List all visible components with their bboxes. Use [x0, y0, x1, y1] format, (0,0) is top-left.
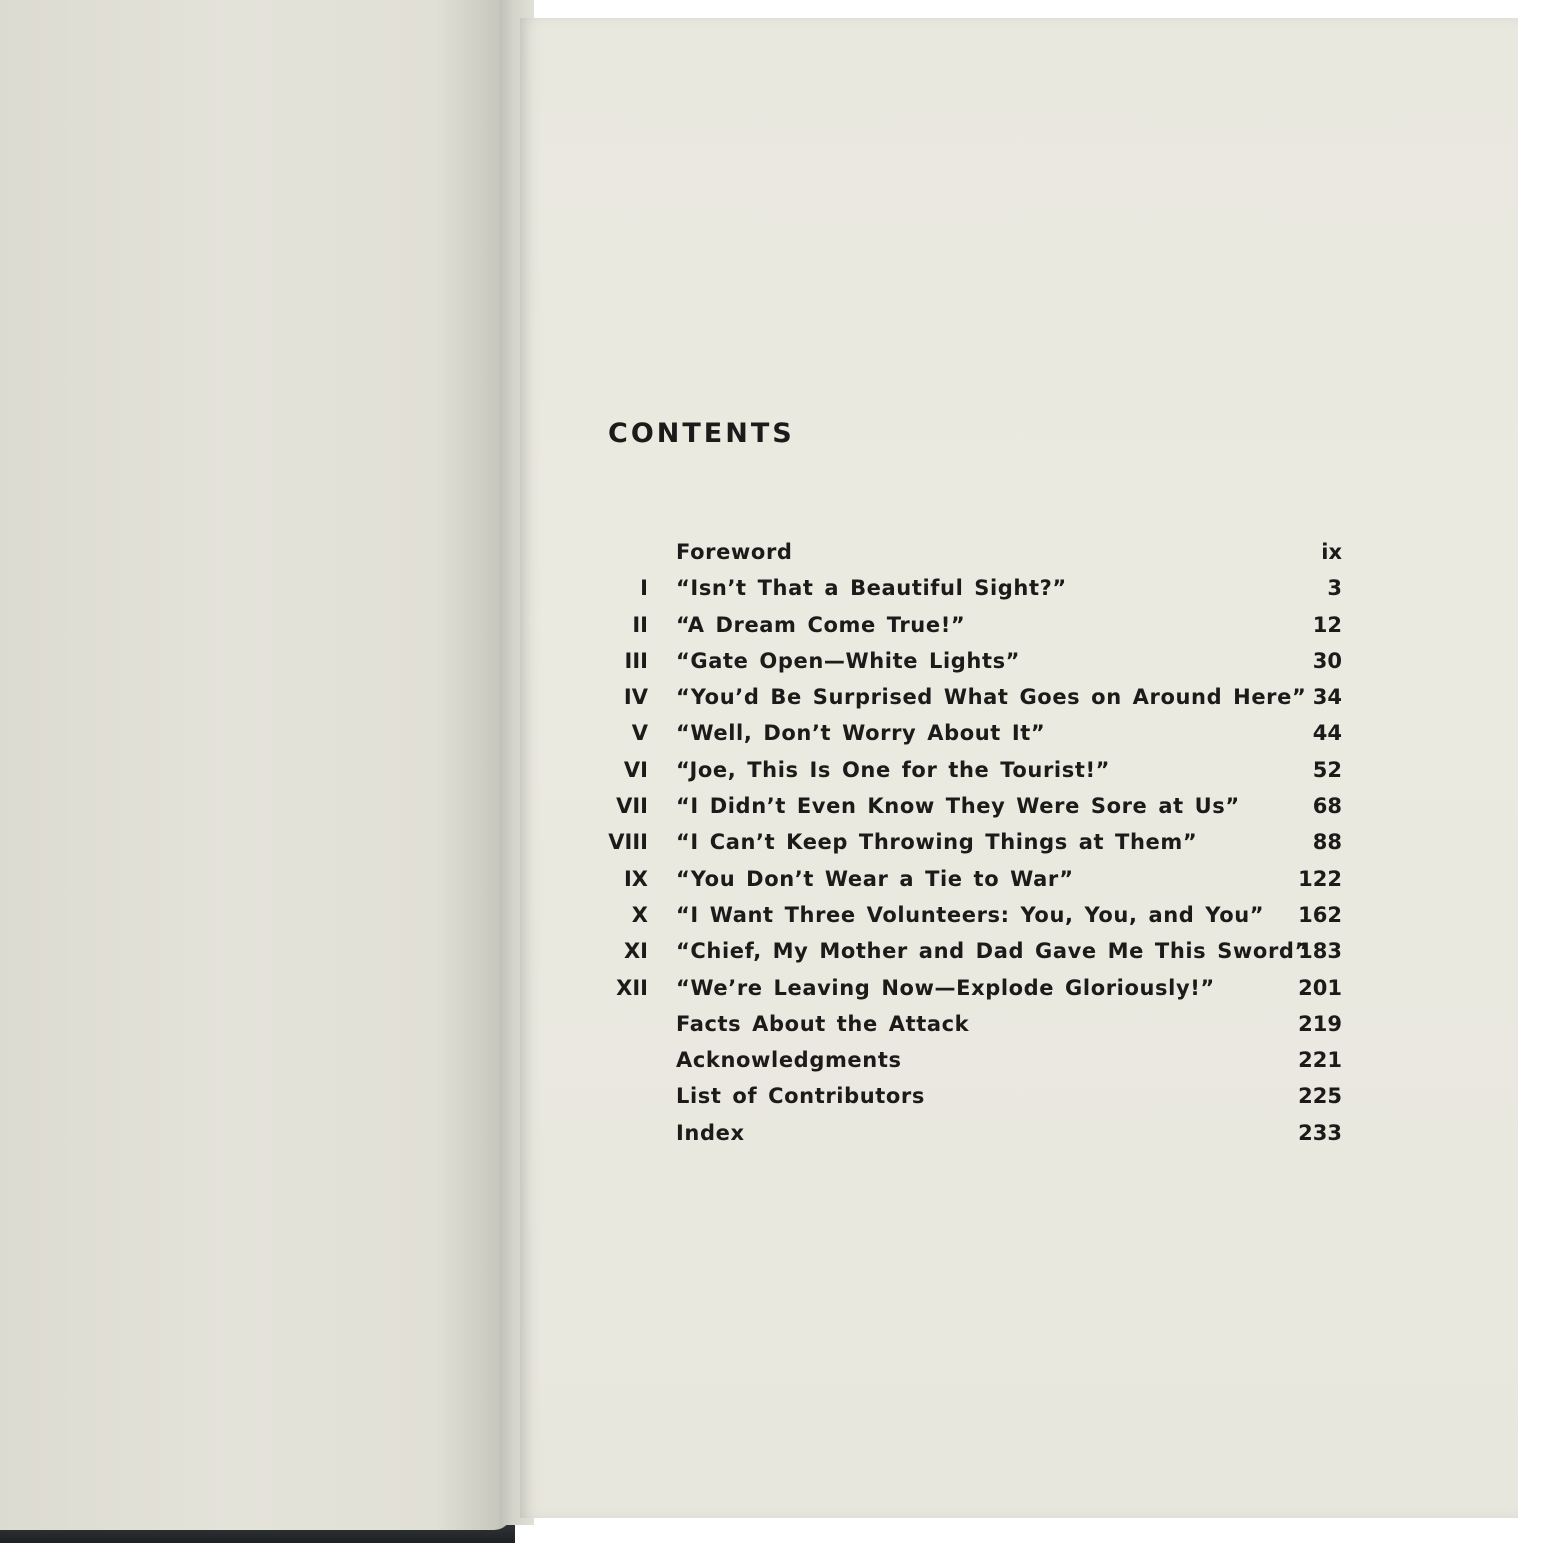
page-number: 201	[1298, 975, 1342, 1000]
chapter-title: “Isn’t That a Beautiful Sight?”	[676, 576, 1067, 601]
chapter-title: “I Didn’t Even Know They Were Sore at Us”	[676, 794, 1240, 819]
left-blank-page	[0, 0, 512, 1530]
table-of-contents	[590, 534, 1350, 1151]
chapter-title: “Gate Open—White Lights”	[676, 648, 1021, 673]
chapter-title: “Well, Don’t Worry About It”	[676, 721, 1046, 746]
toc-entry	[590, 1006, 1350, 1042]
toc-entry	[590, 534, 1350, 570]
chapter-title: “Chief, My Mother and Dad Gave Me This Sword”	[676, 939, 1309, 964]
chapter-number: VII	[616, 794, 648, 819]
toc-entry	[590, 788, 1350, 824]
chapter-title: “I Can’t Keep Throwing Things at Them”	[676, 830, 1198, 855]
page-number: 3	[1327, 576, 1342, 601]
page-number: 221	[1298, 1048, 1342, 1073]
chapter-number: IV	[623, 685, 648, 710]
chapter-number: VI	[623, 757, 648, 782]
toc-entry	[590, 897, 1350, 933]
toc-entry	[590, 643, 1350, 679]
page-number: 12	[1312, 612, 1342, 637]
page-number: ix	[1321, 540, 1342, 564]
chapter-title: “I Want Three Volunteers: You, You, and You”	[676, 902, 1265, 927]
chapter-number: II	[632, 612, 648, 637]
page-number: 34	[1312, 685, 1342, 710]
chapter-number: XII	[616, 975, 648, 1000]
toc-entry	[590, 1115, 1350, 1151]
toc-entry	[590, 861, 1350, 897]
chapter-number: XI	[623, 939, 648, 964]
chapter-number: IX	[623, 866, 648, 891]
toc-entry	[590, 715, 1350, 751]
chapter-number: VIII	[608, 830, 648, 855]
page-number: 88	[1312, 830, 1342, 855]
chapter-title: Facts About the Attack	[676, 1011, 970, 1036]
page-number: 183	[1298, 939, 1342, 964]
chapter-title: Index	[676, 1120, 745, 1145]
chapter-title: “You’d Be Surprised What Goes on Around Here”	[676, 685, 1307, 710]
toc-entry	[590, 570, 1350, 606]
toc-entry	[590, 1078, 1350, 1114]
page-number: 219	[1298, 1011, 1342, 1036]
toc-entry	[590, 1042, 1350, 1078]
chapter-number: V	[631, 721, 648, 746]
chapter-title: “We’re Leaving Now—Explode Gloriously!”	[676, 975, 1215, 1000]
toc-entry	[590, 933, 1350, 969]
chapter-title: “You Don’t Wear a Tie to War”	[676, 866, 1074, 891]
chapter-title: “Joe, This Is One for the Tourist!”	[676, 757, 1111, 782]
page-number: 233	[1298, 1120, 1342, 1145]
contents-heading: CONTENTS	[608, 418, 795, 449]
toc-entry	[590, 679, 1350, 715]
page-number: 225	[1298, 1084, 1342, 1109]
chapter-number: III	[624, 648, 648, 673]
page-number: 30	[1312, 648, 1342, 673]
page-number: 52	[1312, 757, 1342, 782]
page-number: 68	[1312, 794, 1342, 819]
toc-entry	[590, 824, 1350, 860]
chapter-title: “A Dream Come True!”	[676, 612, 966, 637]
chapter-number: X	[631, 902, 648, 927]
page-number: 122	[1298, 866, 1342, 891]
chapter-title: List of Contributors	[676, 1084, 925, 1109]
page-number: 44	[1312, 721, 1342, 746]
page-number: 162	[1298, 902, 1342, 927]
chapter-number: I	[640, 576, 648, 601]
toc-entry	[590, 752, 1350, 788]
chapter-title: Acknowledgments	[676, 1048, 902, 1073]
toc-entry	[590, 970, 1350, 1006]
chapter-title: Foreword	[676, 540, 793, 564]
toc-entry	[590, 607, 1350, 643]
